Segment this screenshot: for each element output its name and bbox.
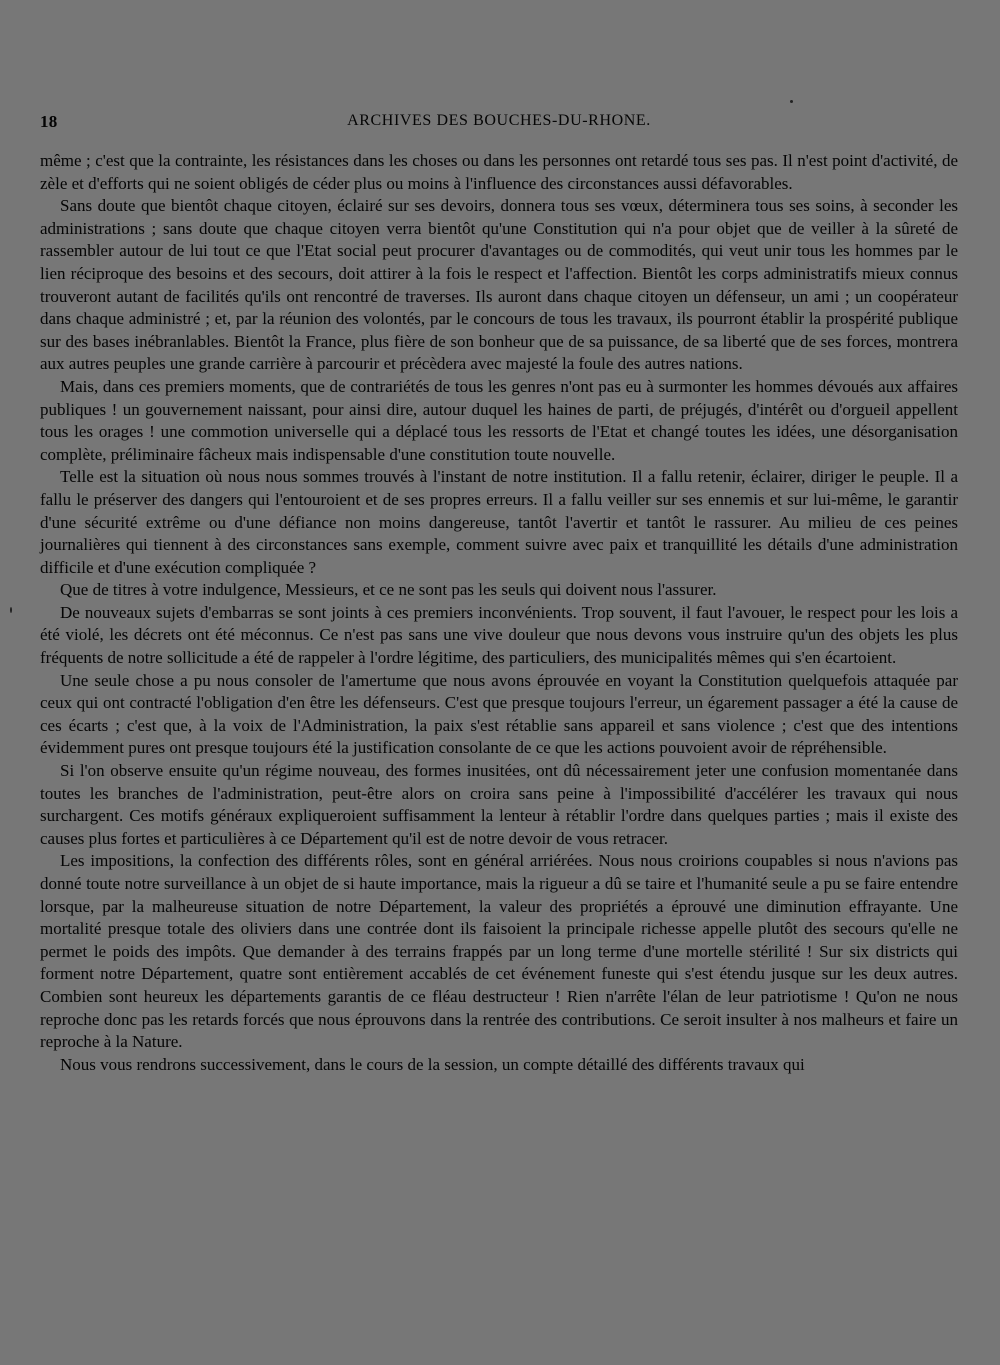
body-text bbox=[40, 150, 958, 1076]
paragraph-2: Sans doute que bientôt chaque citoyen, éclairé sur ses devoirs, donnera tous ses vœux, déterminera tous ses soins, à seconder les administrations ; sans doute que chaque citoyen verra bientôt qu'une Constitution qui n'a pour objet que de veiller à la sûreté de rassembler autour de lui tout ce que l'Etat social peut procurer d'avantages ou de commodités, qui veut unir tous les hommes par le lien réciproque des besoins et des secours, doit attirer à la fois le respect et l'affection. Bientôt les corps administratifs mieux connus trouveront autant de facilités qu'ils ont rencontré de traverses. Ils auront dans chaque citoyen un défenseur, un ami ; un coopérateur dans chaque administré ; et, par la réunion des volontés, par le concours de tous les travaux, ils pourront établir la prospérité publique sur des bases inébranlables. Bientôt la France, plus fière de son bonheur que de sa puissance, de sa liberté que de ses forces, montrera aux autres peuples une grande carrière à parcourir et précèdera avec majesté la foule des autres nations. bbox=[40, 196, 958, 374]
paragraph-9: Les impositions, la confection des différents rôles, sont en général arriérées. Nous nous croirions coupables si nous n'avions pas donné toute notre surveillance à un objet de si haute importance, mais la rigueur a dû se taire et l'humanité seule a pu se faire entendre lorsque, par la malheureuse situation de notre Département, la valeur des propriétés a éprouvé une diminution effrayante. Une mortalité presque totale des oliviers dans une contrée dont ils faisoient la principale richesse appelle plutôt des secours qu'elle ne permet le poids des impôts. Que demander à des terrains frappés par un long terme d'une mortelle stérilité ! Sur six districts qui forment notre Département, quatre sont entièrement accablés de cet événement funeste qui s'est étendu jusque sur les deux autres. Combien sont heureux les départements garantis de ce fléau destructeur ! Rien n'arrête l'élan de leur patriotisme ! Qu'on ne nous reproche donc pas les retards forcés que nous éprouvons dans la rentrée des contributions. Ce seroit insulter à nos malheurs et faire un reproche à la Nature. bbox=[40, 851, 958, 1052]
page-header bbox=[40, 112, 958, 136]
running-title: ARCHIVES DES BOUCHES-DU-RHONE. bbox=[347, 112, 651, 129]
paragraph-4: Telle est la situation où nous nous sommes trouvés à l'instant de notre institution. Il a fallu retenir, éclairer, diriger le peuple. Il a fallu le préserver des dangers qui l'entouroient et de ses propres erreurs. Il a fallu veiller sur ses ennemis et sur lui-même, le garantir d'une sécurité extrême ou d'une défiance non moins dangereuse, tantôt l'avertir et tantôt le rassurer. Au milieu de ces peines journalières qui tiennent à des circonstances sans exemple, comment suivre avec paix et tranquillité les détails d'une administration difficile et d'une exécution compliquée ? bbox=[40, 467, 958, 577]
paragraph-6: De nouveaux sujets d'embarras se sont joints à ces premiers inconvénients. Trop souvent, il faut l'avouer, le respect pour les lois a été violé, les décrets ont été méconnus. Ce n'est pas sans une vive douleur que nous devons vous instruire qu'un des objets les plus fréquents de notre sollicitude a été de rappeler à l'ordre légitime, des particuliers, des municipalités mêmes qui s'en écartoient. bbox=[40, 602, 958, 668]
paragraph-10: Nous vous rendrons successivement, dans le cours de la session, un compte détaillé des différents travaux qui bbox=[60, 1054, 805, 1074]
ink-speck bbox=[790, 100, 793, 103]
paragraph-3: Mais, dans ces premiers moments, que de contrariétés de tous les genres n'ont pas eu à surmonter les hommes dévoués aux affaires publiques ! un gouvernement naissant, pour ainsi dire, autour duquel les haines de parti, de préjugés, d'intérêt ou d'orgueil appellent tous les orages ! une commotion universelle qui a déplacé tous les ressorts de l'Etat et changé toutes les idées, une désorganisation complète, préliminaire fâcheux mais indispensable d'une constitution toute nouvelle. bbox=[40, 376, 958, 464]
document-page bbox=[40, 112, 958, 1076]
paragraph-1: même ; c'est que la contrainte, les résistances dans les choses ou dans les personnes ont retardé tous ses pas. Il n'est point d'activité, de zèle et d'efforts qui ne soient obligés de céder plus ou moins à l'influence des circonstances aussi défavorables. bbox=[40, 151, 958, 193]
ink-speck bbox=[10, 607, 12, 613]
paragraph-8: Si l'on observe ensuite qu'un régime nouveau, des formes inusitées, ont dû nécessairement jeter une confusion momentanée dans toutes les branches de l'administration, peut-être alors on croira sans peine à l'impossibilité d'accélérer les travaux qui nous surchargent. Ces motifs généraux expliqueroient suffisamment la lenteur à rétablir l'ordre dans quelques parties ; mais il existe des causes plus fortes et particulières à ce Département qu'il est de notre devoir de vous retracer. bbox=[40, 761, 958, 848]
paragraph-5: Que de titres à votre indulgence, Messieurs, et ce ne sont pas les seuls qui doivent nous l'assurer. bbox=[60, 580, 717, 600]
page-number: 18 bbox=[40, 112, 58, 131]
paragraph-7: Une seule chose a pu nous consoler de l'amertume que nous avons éprouvée en voyant la Constitution quelquefois attaquée par ceux qui ont contracté l'obligation d'en être les défenseurs. C'est que presque toujours l'erreur, un égarement passager a été la cause de ces écarts ; c'est que, à la voix de l'Administration, la paix s'est rétablie sans appareil et sans violence ; c'est que des intentions évidemment pures ont presque toujours été la justification consolante de ce que les actions pouvoient avoir de répréhensible. bbox=[40, 670, 958, 758]
